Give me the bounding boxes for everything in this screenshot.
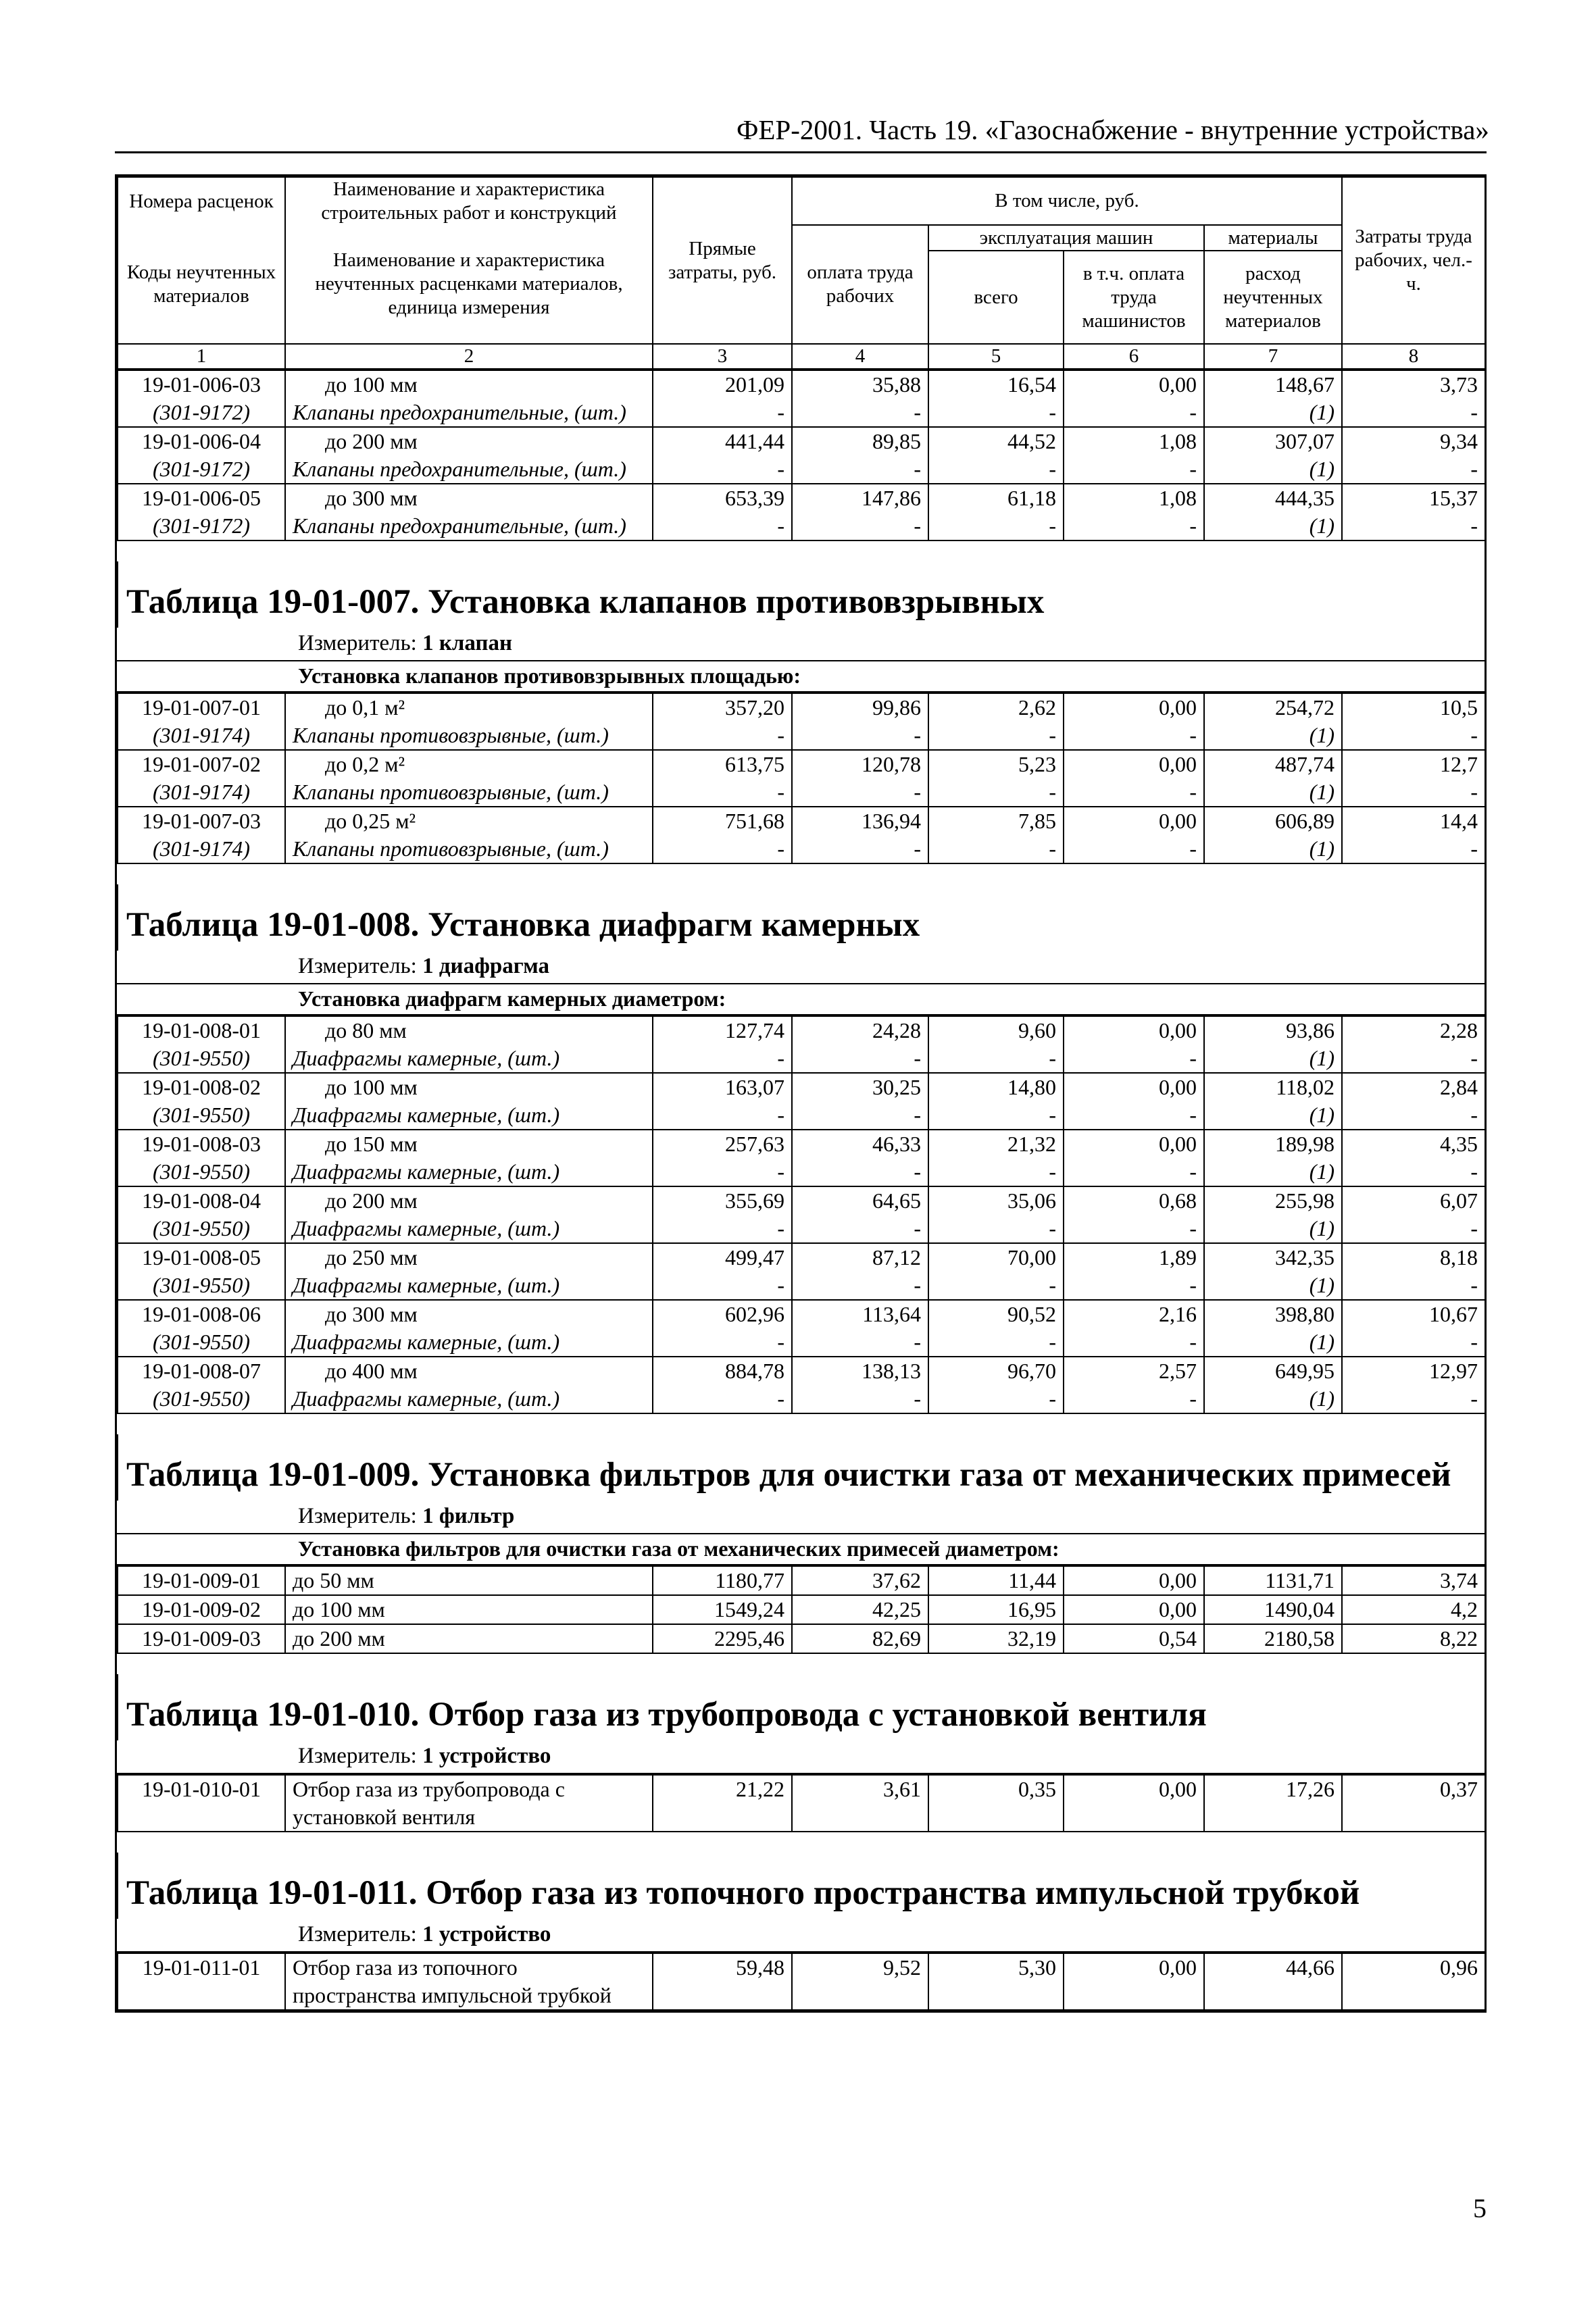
drivers-wages: 0,54 [1064, 1624, 1204, 1653]
labor-hours: 2,84 - [1342, 1073, 1485, 1130]
material-code: (301-9550) [153, 1159, 250, 1184]
workers-wages: 3,61 [792, 1775, 928, 1832]
material-cost: 487,74 (1) [1204, 750, 1342, 807]
workers-wages: 35,88 - [792, 370, 928, 427]
rate-code: 19-01-007-02 (301-9174) [118, 750, 285, 807]
drivers-wages: 2,57 - [1064, 1357, 1204, 1413]
material-code: (301-9174) [153, 836, 250, 861]
material-cost: 649,95 (1) [1204, 1357, 1342, 1413]
rate-code: 19-01-009-03 [118, 1624, 285, 1653]
machine-cost: 16,54 - [928, 370, 1064, 427]
col-number: 7 [1204, 344, 1342, 369]
table-row [118, 1566, 1485, 1595]
material-cost: 1490,04 [1204, 1595, 1342, 1624]
workers-wages: 82,69 [792, 1624, 928, 1653]
drivers-wages: 0,00 - [1064, 750, 1204, 807]
material-cost: 1131,71 [1204, 1566, 1342, 1595]
work-name: Отбор газа из трубопровода с установкой вентиля [285, 1775, 653, 1832]
table-007-title: Таблица 19-01-007. Установка клапанов противовзрывных [117, 561, 1485, 628]
labor-hours: 15,37 - [1342, 484, 1485, 540]
breakdown-group-head: В том числе, руб. [792, 177, 1342, 225]
workers-wages: 9,52 [792, 1953, 928, 2010]
direct-cost: 613,75 - [653, 750, 792, 807]
work-name: до 100 мм [285, 1595, 653, 1624]
drivers-wages: 0,00 - [1064, 1016, 1204, 1073]
material-name: Клапаны предохранительные, (шт.) [293, 457, 626, 481]
labor-hours: 0,37 [1342, 1775, 1485, 1832]
material-cost: 255,98 (1) [1204, 1186, 1342, 1243]
material-cost: 398,80 (1) [1204, 1300, 1342, 1357]
col1-head-a: Номера расценок [118, 177, 285, 225]
table-011-meter: Измеритель: 1 устройство [117, 1919, 1485, 1953]
table-009-subheading: Установка фильтров для очистки газа от механических примесей диаметром: [117, 1534, 1485, 1565]
material-name: Диафрагмы камерные, (шт.) [293, 1103, 560, 1127]
col7-head: расход неучтенных материалов [1204, 251, 1342, 344]
table-row [118, 427, 1485, 484]
material-name: Клапаны противовзрывные, (шт.) [293, 780, 609, 804]
table-009-rows [117, 1565, 1486, 1654]
material-cost: 254,72 (1) [1204, 693, 1342, 750]
material-name: Клапаны противовзрывные, (шт.) [293, 836, 609, 861]
machine-cost: 16,95 [928, 1595, 1064, 1624]
drivers-wages: 0,00 - [1064, 693, 1204, 750]
col-number: 2 [285, 344, 653, 369]
work-name: до 250 мм Диафрагмы камерные, (шт.) [285, 1243, 653, 1300]
work-name: до 200 мм [285, 1624, 653, 1653]
rate-code: 19-01-006-03 (301-9172) [118, 370, 285, 427]
rate-code: 19-01-009-01 [118, 1566, 285, 1595]
material-cost: 2180,58 [1204, 1624, 1342, 1653]
labor-hours: 0,96 [1342, 1953, 1485, 2010]
drivers-wages: 0,00 [1064, 1595, 1204, 1624]
table-006-rows [117, 370, 1486, 541]
workers-wages: 89,85 - [792, 427, 928, 484]
rate-code: 19-01-007-01 (301-9174) [118, 693, 285, 750]
material-name: Диафрагмы камерные, (шт.) [293, 1046, 560, 1070]
materials-group-head: материалы [1204, 225, 1342, 251]
machine-cost: 2,62 - [928, 693, 1064, 750]
table-010-rows [117, 1774, 1486, 1832]
table-row [118, 1357, 1485, 1413]
material-cost: 44,66 [1204, 1953, 1342, 2010]
drivers-wages: 0,68 - [1064, 1186, 1204, 1243]
machine-cost: 61,18 - [928, 484, 1064, 540]
table-row [118, 807, 1485, 863]
direct-cost: 163,07 - [653, 1073, 792, 1130]
work-name: Отбор газа из топочного пространства импульсной трубкой [285, 1953, 653, 2010]
direct-cost: 59,48 [653, 1953, 792, 2010]
material-code: (301-9550) [153, 1103, 250, 1127]
machine-cost: 5,23 - [928, 750, 1064, 807]
direct-cost: 1180,77 [653, 1566, 792, 1595]
col2-head-b: Наименование и характеристика неучтенных расценками материалов, единица измерения [285, 225, 653, 344]
drivers-wages: 0,00 - [1064, 1130, 1204, 1186]
direct-cost: 751,68 - [653, 807, 792, 863]
table-row [118, 693, 1485, 750]
workers-wages: 120,78 - [792, 750, 928, 807]
machine-cost: 70,00 - [928, 1243, 1064, 1300]
machines-group-head: эксплуатация машин [928, 225, 1204, 251]
machine-cost: 90,52 - [928, 1300, 1064, 1357]
machine-cost: 0,35 [928, 1775, 1064, 1832]
material-cost: 93,86 (1) [1204, 1016, 1342, 1073]
table-009-meter: Измеритель: 1 фильтр [117, 1501, 1485, 1534]
work-name: до 50 мм [285, 1566, 653, 1595]
workers-wages: 42,25 [792, 1595, 928, 1624]
material-cost: 118,02 (1) [1204, 1073, 1342, 1130]
table-row [118, 1953, 1485, 2010]
workers-wages: 136,94 - [792, 807, 928, 863]
work-name: до 400 мм Диафрагмы камерные, (шт.) [285, 1357, 653, 1413]
table-007-meter: Измеритель: 1 клапан [117, 628, 1485, 661]
material-cost: 189,98 (1) [1204, 1130, 1342, 1186]
direct-cost: 355,69 - [653, 1186, 792, 1243]
rates-document [115, 174, 1487, 2013]
material-name: Клапаны предохранительные, (шт.) [293, 513, 626, 538]
direct-cost: 653,39 - [653, 484, 792, 540]
table-010-title: Таблица 19-01-010. Отбор газа из трубопровода с установкой вентиля [117, 1674, 1485, 1740]
machine-cost: 44,52 - [928, 427, 1064, 484]
material-name: Клапаны предохранительные, (шт.) [293, 400, 626, 424]
workers-wages: 138,13 - [792, 1357, 928, 1413]
drivers-wages: 1,89 - [1064, 1243, 1204, 1300]
workers-wages: 147,86 - [792, 484, 928, 540]
material-cost: 606,89 (1) [1204, 807, 1342, 863]
work-name: до 300 мм Диафрагмы камерные, (шт.) [285, 1300, 653, 1357]
machine-cost: 14,80 - [928, 1073, 1064, 1130]
workers-wages: 37,62 [792, 1566, 928, 1595]
labor-hours: 10,67 - [1342, 1300, 1485, 1357]
table-010-meter: Измеритель: 1 устройство [117, 1740, 1485, 1774]
labor-hours: 3,73 - [1342, 370, 1485, 427]
rate-code: 19-01-008-06 (301-9550) [118, 1300, 285, 1357]
drivers-wages: 1,08 - [1064, 484, 1204, 540]
machine-cost: 35,06 - [928, 1186, 1064, 1243]
rate-code: 19-01-011-01 [118, 1953, 285, 2010]
col1-head-b: Коды неучтенных материалов [118, 225, 285, 344]
machine-cost: 21,32 - [928, 1130, 1064, 1186]
direct-cost: 1549,24 [653, 1595, 792, 1624]
rate-code: 19-01-008-07 (301-9550) [118, 1357, 285, 1413]
table-008-subheading: Установка диафрагм камерных диаметром: [117, 984, 1485, 1015]
material-code: (301-9550) [153, 1046, 250, 1070]
workers-wages: 99,86 - [792, 693, 928, 750]
direct-cost: 257,63 - [653, 1130, 792, 1186]
table-row [118, 1243, 1485, 1300]
work-name: до 300 мм Клапаны предохранительные, (шт.) [285, 484, 653, 540]
col2-head-a: Наименование и характеристика строительных работ и конструкций [285, 177, 653, 225]
direct-cost: 499,47 - [653, 1243, 792, 1300]
material-cost: 342,35 (1) [1204, 1243, 1342, 1300]
machine-cost: 11,44 [928, 1566, 1064, 1595]
drivers-wages: 0,00 [1064, 1953, 1204, 2010]
col8-head: Затраты труда рабочих, чел.-ч. [1342, 177, 1485, 344]
direct-cost: 2295,46 [653, 1624, 792, 1653]
col4-head: оплата труда рабочих [792, 225, 928, 344]
machine-cost: 7,85 - [928, 807, 1064, 863]
machine-cost: 32,19 [928, 1624, 1064, 1653]
col3-head: Прямые затраты, руб. [653, 177, 792, 344]
rate-code: 19-01-008-04 (301-9550) [118, 1186, 285, 1243]
labor-hours: 2,28 - [1342, 1016, 1485, 1073]
labor-hours: 12,7 - [1342, 750, 1485, 807]
labor-hours: 9,34 - [1342, 427, 1485, 484]
drivers-wages: 0,00 [1064, 1566, 1204, 1595]
table-007-subheading: Установка клапанов противовзрывных площадью: [117, 661, 1485, 693]
direct-cost: 127,74 - [653, 1016, 792, 1073]
col-number: 3 [653, 344, 792, 369]
material-cost: 17,26 [1204, 1775, 1342, 1832]
work-name: до 150 мм Диафрагмы камерные, (шт.) [285, 1130, 653, 1186]
col-number: 6 [1064, 344, 1204, 369]
table-row [118, 1130, 1485, 1186]
rate-code: 19-01-009-02 [118, 1595, 285, 1624]
table-row [118, 484, 1485, 540]
work-name: до 0,25 м² Клапаны противовзрывные, (шт.) [285, 807, 653, 863]
material-code: (301-9174) [153, 780, 250, 804]
labor-hours: 10,5 - [1342, 693, 1485, 750]
table-row [118, 1300, 1485, 1357]
col6-head: в т.ч. оплата труда машинистов [1064, 251, 1204, 344]
labor-hours: 12,97 - [1342, 1357, 1485, 1413]
material-code: (301-9550) [153, 1386, 250, 1411]
direct-cost: 602,96 - [653, 1300, 792, 1357]
work-name: до 100 мм Клапаны предохранительные, (шт.) [285, 370, 653, 427]
col-number: 1 [118, 344, 285, 369]
rate-code: 19-01-006-05 (301-9172) [118, 484, 285, 540]
col-number: 5 [928, 344, 1064, 369]
table-row [118, 1595, 1485, 1624]
table-row [118, 1016, 1485, 1073]
workers-wages: 46,33 - [792, 1130, 928, 1186]
drivers-wages: 0,00 - [1064, 1073, 1204, 1130]
material-code: (301-9550) [153, 1330, 250, 1354]
table-row [118, 750, 1485, 807]
material-code: (301-9550) [153, 1216, 250, 1240]
rate-code: 19-01-008-01 (301-9550) [118, 1016, 285, 1073]
workers-wages: 64,65 - [792, 1186, 928, 1243]
column-header-table [117, 176, 1486, 370]
rate-code: 19-01-008-02 (301-9550) [118, 1073, 285, 1130]
table-009-title: Таблица 19-01-009. Установка фильтров для очистки газа от механических примесей [117, 1434, 1485, 1501]
rate-code: 19-01-006-04 (301-9172) [118, 427, 285, 484]
table-row [118, 1775, 1485, 1832]
direct-cost: 21,22 [653, 1775, 792, 1832]
running-header: ФЕР-2001. Часть 19. «Газоснабжение - внутренние устройства» [737, 114, 1489, 145]
table-row [118, 1186, 1485, 1243]
col5-head: всего [928, 251, 1064, 344]
workers-wages: 87,12 - [792, 1243, 928, 1300]
labor-hours: 8,18 - [1342, 1243, 1485, 1300]
drivers-wages: 2,16 - [1064, 1300, 1204, 1357]
col-number: 4 [792, 344, 928, 369]
material-code: (301-9172) [153, 457, 250, 481]
table-011-title: Таблица 19-01-011. Отбор газа из топочного пространства импульсной трубкой [117, 1853, 1485, 1919]
labor-hours: 8,22 [1342, 1624, 1485, 1653]
material-name: Диафрагмы камерные, (шт.) [293, 1330, 560, 1354]
table-011-rows [117, 1953, 1486, 2011]
table-row [118, 1624, 1485, 1653]
work-name: до 200 мм Клапаны предохранительные, (шт.) [285, 427, 653, 484]
material-name: Диафрагмы камерные, (шт.) [293, 1216, 560, 1240]
material-cost: 307,07 (1) [1204, 427, 1342, 484]
rate-code: 19-01-008-03 (301-9550) [118, 1130, 285, 1186]
material-code: (301-9172) [153, 400, 250, 424]
work-name: до 200 мм Диафрагмы камерные, (шт.) [285, 1186, 653, 1243]
material-name: Диафрагмы камерные, (шт.) [293, 1386, 560, 1411]
labor-hours: 14,4 - [1342, 807, 1485, 863]
table-008-rows [117, 1015, 1486, 1414]
rate-code: 19-01-008-05 (301-9550) [118, 1243, 285, 1300]
header-rule [115, 151, 1487, 153]
workers-wages: 30,25 - [792, 1073, 928, 1130]
machine-cost: 9,60 - [928, 1016, 1064, 1073]
table-008-meter: Измеритель: 1 диафрагма [117, 951, 1485, 984]
work-name: до 100 мм Диафрагмы камерные, (шт.) [285, 1073, 653, 1130]
col-number: 8 [1342, 344, 1485, 369]
labor-hours: 4,35 - [1342, 1130, 1485, 1186]
labor-hours: 3,74 [1342, 1566, 1485, 1595]
work-name: до 80 мм Диафрагмы камерные, (шт.) [285, 1016, 653, 1073]
table-007-rows [117, 693, 1486, 864]
material-code: (301-9174) [153, 723, 250, 747]
drivers-wages: 0,00 - [1064, 370, 1204, 427]
table-row [118, 1073, 1485, 1130]
table-008-title: Таблица 19-01-008. Установка диафрагм камерных [117, 884, 1485, 951]
machine-cost: 5,30 [928, 1953, 1064, 2010]
material-cost: 148,67 (1) [1204, 370, 1342, 427]
direct-cost: 884,78 - [653, 1357, 792, 1413]
material-name: Диафрагмы камерные, (шт.) [293, 1273, 560, 1297]
workers-wages: 113,64 - [792, 1300, 928, 1357]
drivers-wages: 1,08 - [1064, 427, 1204, 484]
material-code: (301-9172) [153, 513, 250, 538]
direct-cost: 357,20 - [653, 693, 792, 750]
machine-cost: 96,70 - [928, 1357, 1064, 1413]
page-number: 5 [1473, 2193, 1487, 2223]
drivers-wages: 0,00 [1064, 1775, 1204, 1832]
material-name: Диафрагмы камерные, (шт.) [293, 1159, 560, 1184]
drivers-wages: 0,00 - [1064, 807, 1204, 863]
table-row [118, 370, 1485, 427]
direct-cost: 201,09 - [653, 370, 792, 427]
labor-hours: 6,07 - [1342, 1186, 1485, 1243]
material-cost: 444,35 (1) [1204, 484, 1342, 540]
direct-cost: 441,44 - [653, 427, 792, 484]
labor-hours: 4,2 [1342, 1595, 1485, 1624]
work-name: до 0,2 м² Клапаны противовзрывные, (шт.) [285, 750, 653, 807]
workers-wages: 24,28 - [792, 1016, 928, 1073]
material-name: Клапаны противовзрывные, (шт.) [293, 723, 609, 747]
material-code: (301-9550) [153, 1273, 250, 1297]
rate-code: 19-01-010-01 [118, 1775, 285, 1832]
rate-code: 19-01-007-03 (301-9174) [118, 807, 285, 863]
work-name: до 0,1 м² Клапаны противовзрывные, (шт.) [285, 693, 653, 750]
